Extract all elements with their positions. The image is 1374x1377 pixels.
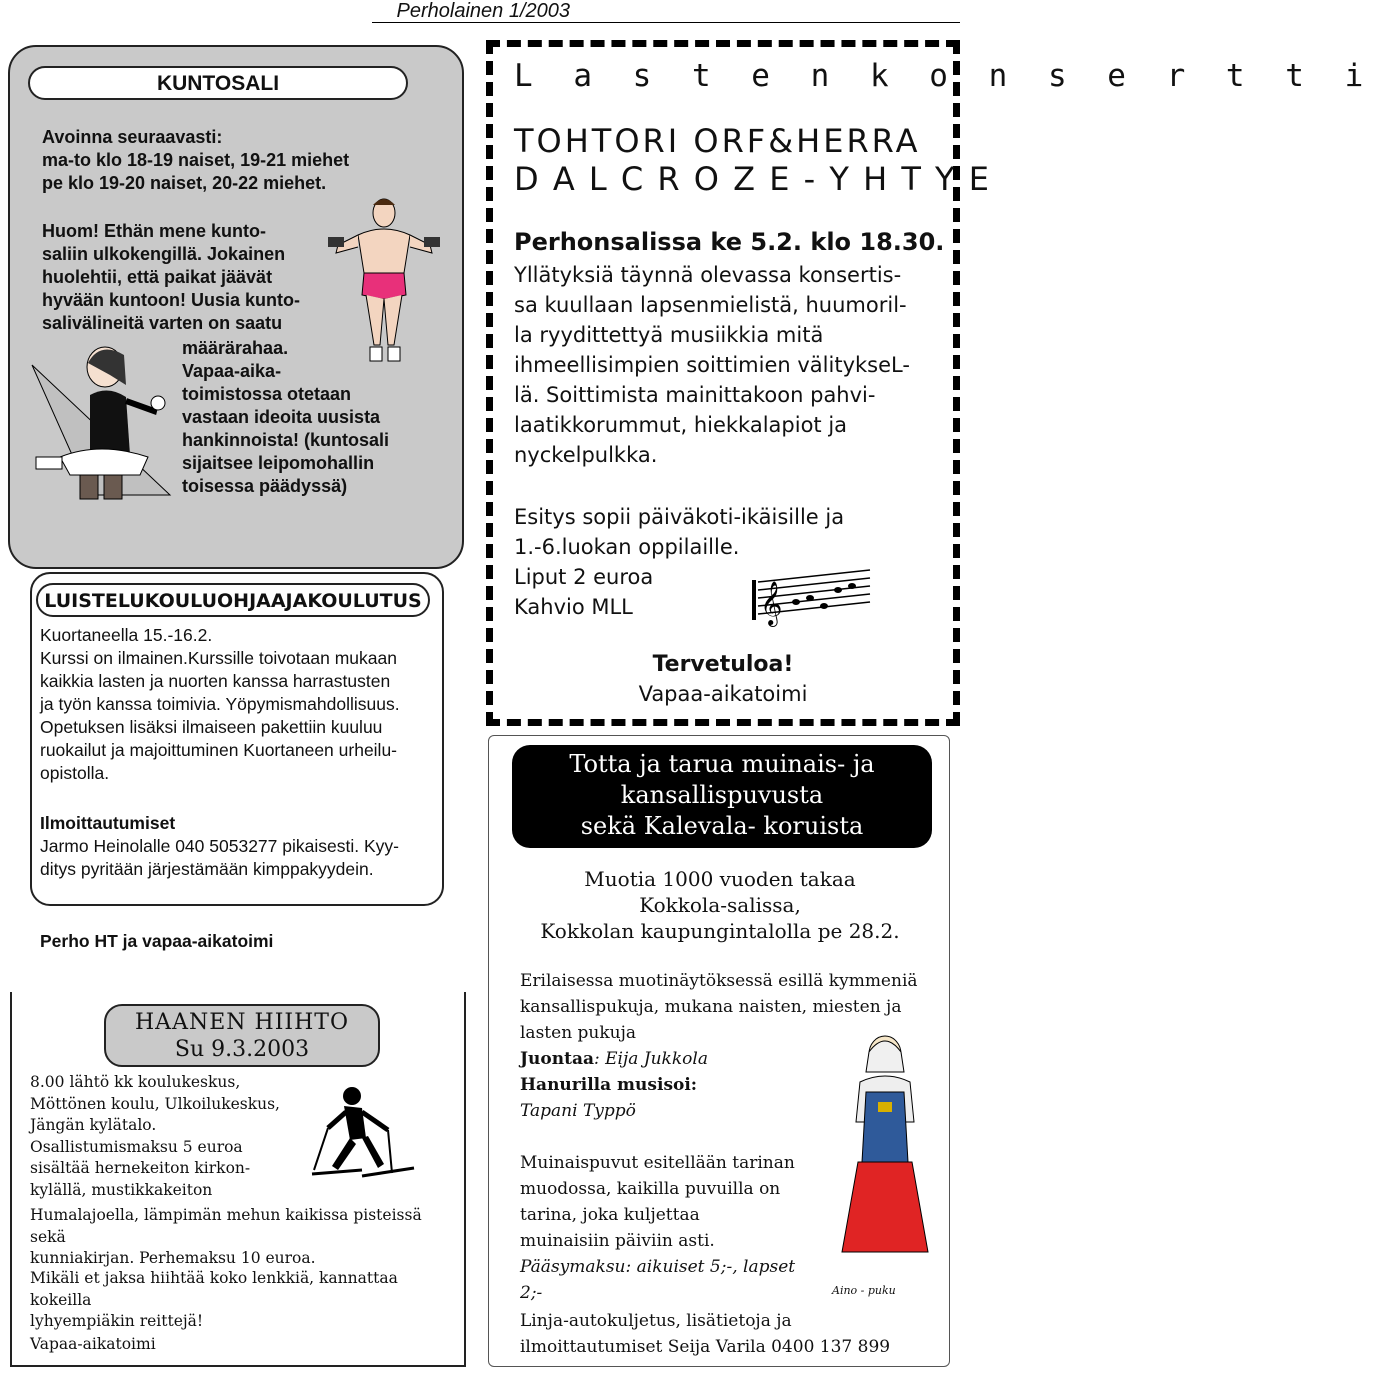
kuntosali-notice: Huom! Ethän mene kunto- saliin ulkokengillä. Jokainen huolehtii, että paikat jäävät hyvään kuntoon! Uusia kunto- salivälineitä varten on saatu: [42, 221, 301, 333]
music-notes-icon: [752, 568, 872, 628]
woman-dumbbell-illustration: [30, 345, 190, 510]
luistelu-signup: Jarmo Heinolalle 040 5053277 pikaisesti. Kyy- ditys pyritään järjestämään kimppakyydein.: [40, 836, 399, 879]
header-rule: [372, 22, 960, 23]
muoti-music: Tapani Typpö: [520, 1101, 636, 1121]
luistelu-title: LUISTELUKOULUOHJAAJAKOULUTUS: [36, 583, 430, 617]
hiihto-title: HAANEN HIIHTO Su 9.3.2003: [104, 1004, 380, 1067]
muoti-host: Juontaa: Eija Jukkola: [520, 1049, 708, 1069]
konsertti-body: Yllätyksiä täynnä olevassa konsertis- sa kuullaan lapsenmielistä, huumoril- la ryydittettyä musiikkia mitä ihmeellisimpien soittimien välitykseL- lä. Soittimista mainittakoon pahvi- laatikkorummut, hiekkalapiot ja nyckelpulkka.: [514, 263, 910, 467]
kuntosali-hours: Avoinna seuraavasti: ma-to klo 18-19 naiset, 19-21 miehet pe klo 19-20 naiset, 20-22 miehet.: [42, 127, 350, 193]
konsertti-band-1: TOHTORI ORF&HERRA: [514, 122, 921, 160]
konsertti-welcome: Tervetuloa!: [652, 652, 794, 677]
muoti-fee: Pääsymaksu: aikuiset 5;-, lapset 2;-: [520, 1257, 796, 1303]
muoti-body: Erilaisessa muotinäytöksessä esillä kymmeniä kansallispukuja, mukana naisten, miesten ja lasten pukuja: [520, 971, 918, 1043]
kuntosali-notice-cont: määrärahaa. Vapaa-aika- toimistossa otetaan vastaan ideoita uusista hankinnoista! (kuntosali sijaitsee leipomohallin toisessa päädyssä): [182, 338, 390, 496]
konsertti-audience: Esitys sopii päiväkoti-ikäisille ja 1.-6.luokan oppilaille.: [514, 505, 845, 559]
hiihto-lines: 8.00 lähtö kk koulukeskus, Möttönen koulu, Ulkoilukeskus, Jängän kylätalo. Osallistumismaksu 5 euroa sisältää hernekeiton kirkon- kylällä, mustikkakeiton: [30, 1073, 280, 1199]
konsertti-when: Perhonsalissa ke 5.2. klo 18.30.: [514, 228, 945, 256]
skier-illustration: [292, 1078, 422, 1188]
aino-caption: Aino - puku: [832, 1284, 896, 1297]
muoti-subtitle: Muotia 1000 vuoden takaa Kokkola-salissa, Kokkolan kaupungintalolla pe 28.2.: [540, 867, 900, 943]
konsertti-organizer: Vapaa-aikatoimi: [638, 682, 808, 706]
hiihto-organizer: Vapaa-aikatoimi: [30, 1335, 156, 1353]
svg-text:𝄞: 𝄞: [760, 581, 783, 625]
konsertti-band-2: D A L C R O Z E - Y H T Y E: [514, 160, 991, 198]
hiihto-note: Mikäli et jaksa hiihtää koko lenkkiä, kannattaa kokeilla lyhyempiäkin reittejä!: [30, 1269, 398, 1330]
kuntosali-title: KUNTOSALI: [28, 66, 408, 100]
luistelu-organizer: Perho HT ja vapaa-aikatoimi: [40, 931, 274, 951]
luistelu-signup-title: Ilmoittautumiset: [40, 813, 176, 833]
muoti-contact: Linja-autokuljetus, lisätietoja ja ilmoittautumiset Seija Varila 0400 137 899: [520, 1311, 891, 1357]
bodybuilder-illustration: [328, 195, 440, 370]
muoti-body-2: Muinaispuvut esitellään tarinan muodossa, kaikilla puvuilla on tarina, joka kuljettaa muinaisiin päiviin asti.: [520, 1153, 795, 1251]
muoti-banner: Totta ja tarua muinais- ja kansallispuvusta sekä Kalevala- koruista: [512, 745, 932, 848]
konsertti-title: L a s t e n k o n s e r t t i: [514, 58, 1374, 94]
aino-costume-illustration: [830, 1032, 940, 1282]
publication-header: Perholainen 1/2003: [396, 0, 570, 22]
luistelu-body: Kuortaneella 15.-16.2. Kurssi on ilmainen.Kurssille toivotaan mukaan kaikkia lasten ja nuorten kanssa harrastusten ja työn kanssa toimivia. Yöpymismahdollisuus. Opetuksen lisäksi ilmaiseen pakettiin kuuluu ruokailut ja majoittuminen Kuortaneen urheilu- opistolla.: [40, 625, 400, 783]
hiihto-lines-2: Humalajoella, lämpimän mehun kaikissa pisteissä sekä kunniakirjan. Perhemaksu 10 euroa.: [30, 1206, 422, 1267]
konsertti-tickets: Liput 2 euroa Kahvio MLL: [514, 565, 654, 619]
muoti-music-label: Hanurilla musisoi:: [520, 1075, 698, 1095]
